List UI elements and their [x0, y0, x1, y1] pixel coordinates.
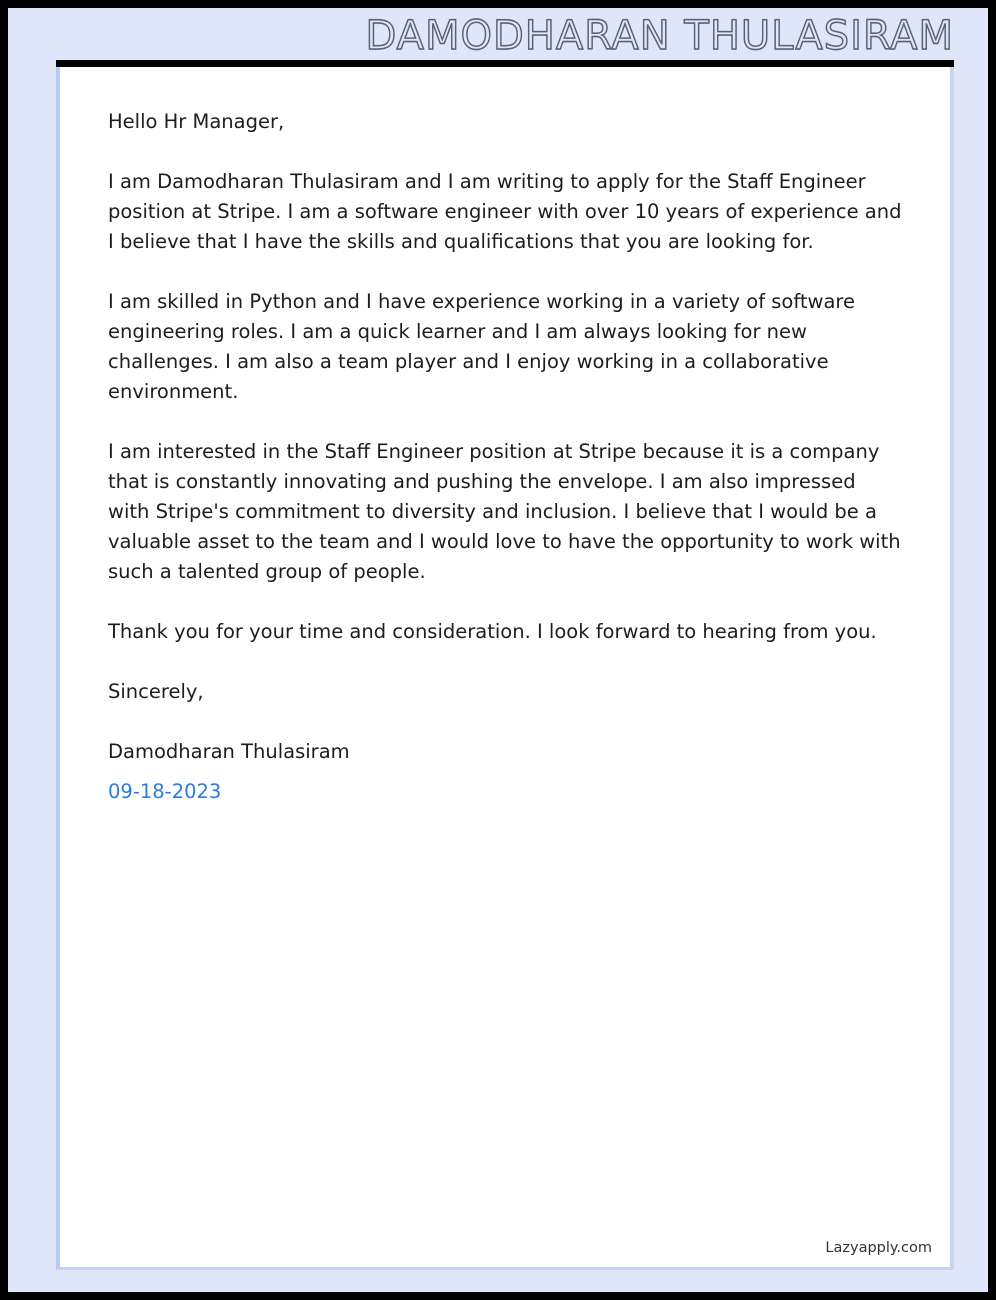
card-footer — [825, 1237, 932, 1257]
title-divider — [56, 60, 954, 67]
signature-name: Damodharan Thulasiram — [108, 740, 350, 763]
letter-paragraph-2: I am skilled in Python and I have experience working in a variety of software engineering roles. I am a quick learner and I am always looking for new challenges. I am also a team player and I enjoy working in a collaborative environment. — [108, 290, 855, 403]
letter-body — [108, 107, 902, 807]
letter-salutation: Hello Hr Manager, — [108, 110, 285, 133]
letter-closing: Sincerely, — [108, 680, 204, 703]
brand-label: Lazyapply.com — [825, 1240, 932, 1256]
page-background — [8, 8, 988, 1292]
letter-paragraph-3: I am interested in the Staff Engineer position at Stripe because it is a company that is constantly innovating and pushing the envelope. I am also impressed with Stripe's commitment to diversity and inclusion. I believe that I would be a valuable asset to the team and I would love to have the opportunity to work with such a talented group of people. — [108, 440, 901, 583]
letter-card — [56, 67, 954, 1270]
letter-date: 09-18-2023 — [108, 780, 222, 803]
letter-header — [56, 14, 954, 60]
letter-paragraph-1: I am Damodharan Thulasiram and I am writing to apply for the Staff Engineer position at Stripe. I am a software engineer with over 10 years of experience and I believe that I have the skills and qualifications that you are looking for. — [108, 170, 902, 253]
letter-paragraph-4: Thank you for your time and consideration. I look forward to hearing from you. — [108, 620, 877, 643]
page-title: DAMODHARAN THULASIRAM — [365, 14, 954, 59]
